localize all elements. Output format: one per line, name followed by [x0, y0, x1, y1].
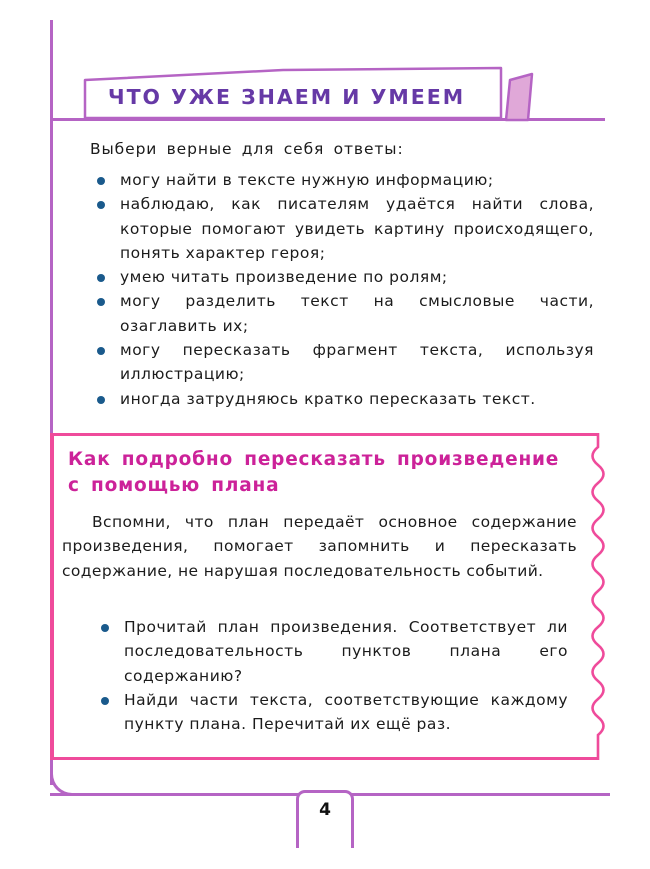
callout-bottom-border	[50, 757, 598, 760]
list-item: иногда затрудняюсь кратко пересказать текст.	[94, 387, 594, 411]
page-frame-bottom-left-rule	[50, 793, 299, 796]
callout-top-border	[50, 433, 598, 436]
callout-scalloped-right-border	[586, 433, 610, 760]
page-title: ЧТО УЖЕ ЗНАЕМ И УМЕЕМ	[108, 85, 466, 109]
list-item: умею читать произведение по ролям;	[94, 265, 594, 289]
list-item: могу пересказать фрагмент текста, используя иллюстрацию;	[94, 338, 594, 387]
list-item: наблюдаю, как писателям удаётся найти слова, которые помогают увидеть картину происходящего, понять характер героя;	[94, 192, 594, 265]
known-section-intro: Выбери верные для себя ответы:	[90, 140, 404, 158]
page-number: 4	[319, 800, 331, 820]
list-item: Прочитай план произведения. Соответствует ли последовательность пунктов плана его содержанию?	[98, 615, 568, 688]
known-section-list	[94, 168, 594, 411]
callout-paragraph: Вспомни, что план передаёт основное содержание произведения, помогает запомнить и пересказать содержание, не нарушая последовательность событий.	[62, 513, 577, 580]
callout-left-border	[50, 433, 54, 760]
callout-list	[98, 615, 568, 736]
plan-callout-box	[50, 433, 605, 760]
list-item: могу найти в тексте нужную информацию;	[94, 168, 594, 192]
list-item: могу разделить текст на смысловые части, озаглавить их;	[94, 289, 594, 338]
header-bookmark-flag-icon	[500, 70, 540, 122]
list-item: Найди части текста, соответствующие каждому пункту плана. Перечитай их ещё раз.	[98, 688, 568, 737]
callout-heading: Как подробно пересказать произведение с помощью плана	[68, 449, 560, 496]
